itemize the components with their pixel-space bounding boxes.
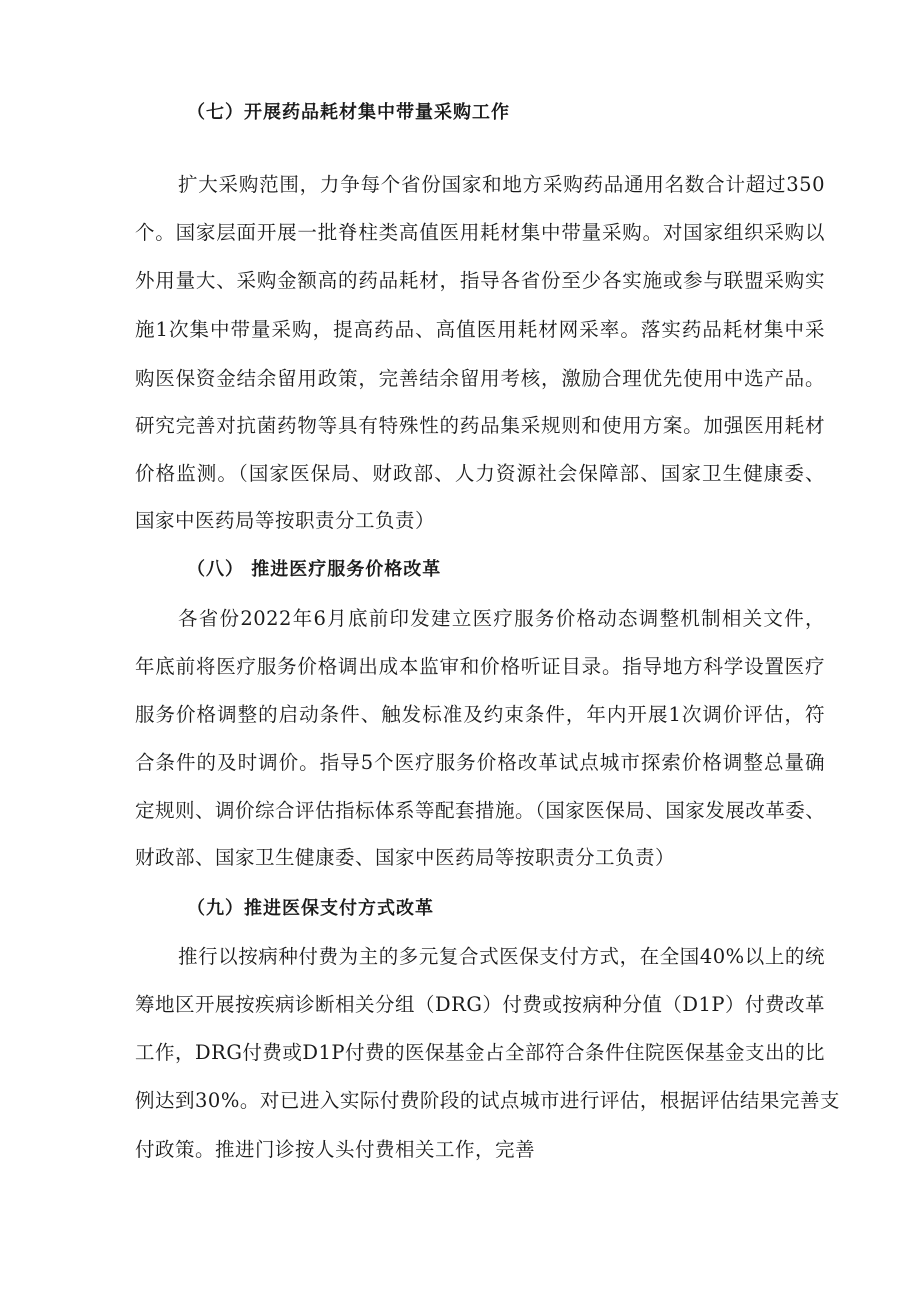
paragraph-line: 服务价格调整的启动条件、触发标准及约束条件，年内开展1次调价评估，符 <box>135 703 825 726</box>
section-heading-8: （八） 推进医疗服务价格改革 <box>187 559 442 580</box>
paragraph-line: 付政策。推进门诊按人头付费相关工作，完善 <box>135 1138 536 1161</box>
paragraph-line: 国家中医药局等按职责分工负责） <box>135 509 436 532</box>
paragraph-line: 各省份2022年6月底前印发建立医疗服务价格动态调整机制相关文件， <box>178 607 825 630</box>
paragraph-line: 施1次集中带量采购，提高药品、高值医用耗材网采率。落实药品耗材集中采 <box>135 318 825 341</box>
section-heading-9: （九）推进医保支付方式改革 <box>187 898 434 919</box>
paragraph-line: 购医保资金结余留用政策，完善结余留用考核，激励合理优先使用中选产品。 <box>135 367 825 390</box>
paragraph-line: 价格监测。（国家医保局、财政部、人力资源社会保障部、国家卫生健康委、 <box>135 462 825 485</box>
paragraph-line: 财政部、国家卫生健康委、国家中医药局等按职责分工负责） <box>135 846 676 869</box>
paragraph-line: 外用量大、采购金额高的药品耗材，指导各省份至少各实施或参与联盟采购实 <box>135 269 825 292</box>
paragraph-line: 筹地区开展按疾病诊断相关分组（DRG）付费或按病种分值（D1P）付费改革 <box>135 993 826 1016</box>
paragraph-line: 研究完善对抗菌药物等具有特殊性的药品集采规则和使用方案。加强医用耗材 <box>135 414 825 437</box>
paragraph-line: 例达到30%。对已进入实际付费阶段的试点城市进行评估，根据评估结果完善支 <box>135 1089 840 1112</box>
paragraph-line: 合条件的及时调价。指导5个医疗服务价格改革试点城市探索价格调整总量确 <box>135 751 825 774</box>
paragraph-line: 工作，DRG付费或D1P付费的医保基金占全部符合条件住院医保基金支出的比 <box>135 1041 826 1064</box>
paragraph-line: 推行以按病种付费为主的多元复合式医保支付方式，在全国40%以上的统 <box>178 945 825 968</box>
paragraph-line: 定规则、调价综合评估指标体系等配套措施。（国家医保局、国家发展改革委、 <box>135 799 826 822</box>
paragraph-line: 个。国家层面开展一批脊柱类高值医用耗材集中带量采购。对国家组织采购以 <box>135 221 825 244</box>
paragraph-line: 年底前将医疗服务价格调出成本监审和价格听证目录。指导地方科学设置医疗 <box>135 655 825 678</box>
section-heading-7: （七）开展药品耗材集中带量采购工作 <box>187 102 510 123</box>
paragraph-line: 扩大采购范围，力争每个省份国家和地方采购药品通用名数合计超过350 <box>178 173 825 196</box>
